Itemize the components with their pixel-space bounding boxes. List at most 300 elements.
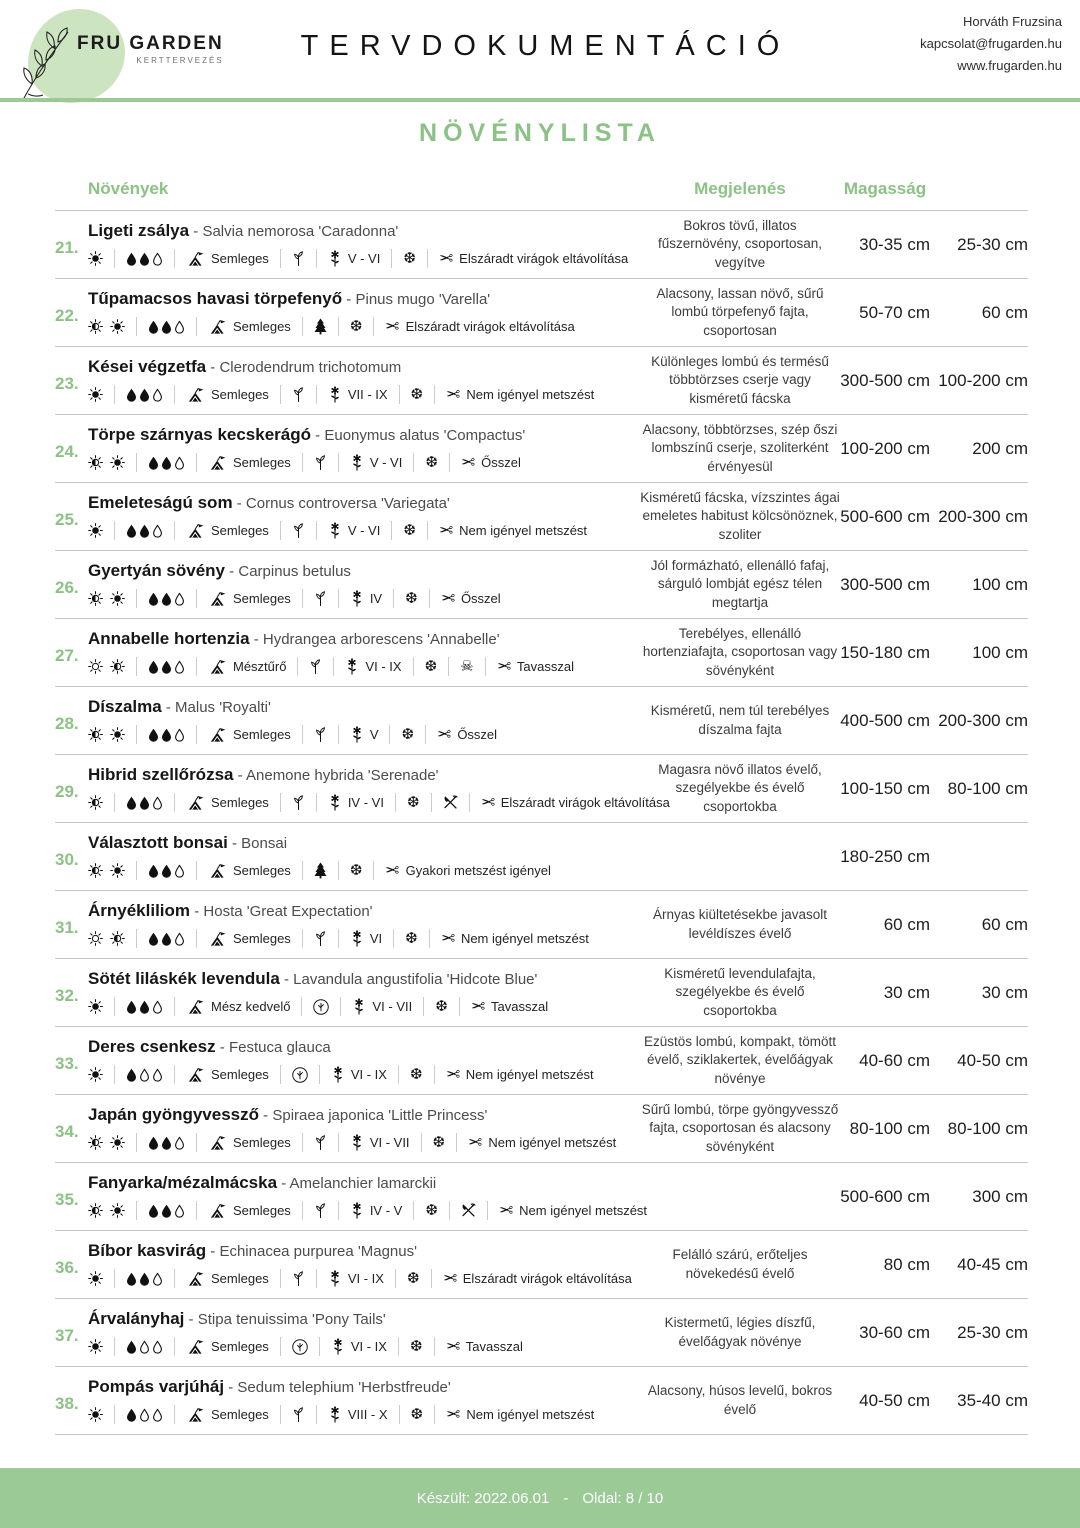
soil-label: Semleges [211, 1067, 269, 1082]
latin-name: Festuca glauca [228, 1039, 331, 1056]
scissors-icon: ✂ [385, 861, 400, 880]
row-number: 31. [55, 917, 79, 937]
latin-name: Sedum telephium 'Herbstfreude' [237, 1379, 451, 1396]
name-separator: - [249, 631, 263, 648]
water-requirement [148, 592, 185, 606]
soil-requirement [186, 999, 290, 1015]
footer-created: Készült: 2022.06.01 [416, 1489, 550, 1507]
latin-name: Amelanchier lamarckii [289, 1175, 437, 1192]
separator [114, 1337, 115, 1356]
water-drop-outline-icon [174, 864, 185, 878]
soil-mountain-icon [208, 659, 227, 675]
scissors-icon: ✂ [470, 997, 486, 1016]
column-header-height: Magasság [843, 179, 927, 198]
plant-cell [88, 415, 640, 482]
water-drop-filled-icon [148, 728, 159, 742]
scissors-icon: ✂ [498, 1201, 514, 1220]
icon-strip [88, 1268, 634, 1289]
separator [316, 385, 317, 404]
water-drop-filled-icon [139, 1272, 150, 1286]
soil-mountain-icon [186, 523, 205, 539]
row-number: 37. [55, 1325, 79, 1345]
separator [413, 1201, 414, 1220]
light-requirement [88, 1067, 103, 1082]
logo-wordmark: FRU GARDEN [77, 33, 224, 54]
table-row [55, 278, 1028, 346]
plant-name: Díszalma [88, 697, 162, 716]
separator [431, 1269, 432, 1288]
snowflake-icon: ❆ [409, 1066, 423, 1083]
table-row [55, 1162, 1028, 1230]
bloom-months: VI - IX [350, 1339, 387, 1354]
seedling-icon [309, 658, 322, 675]
sun-full-icon [110, 591, 125, 606]
separator [196, 929, 197, 948]
separator [302, 929, 303, 948]
bloom-period [328, 250, 381, 268]
latin-name: Cornus controversa 'Variegata' [245, 495, 450, 512]
bloom-months: IV - VI [347, 795, 384, 810]
sun-full-icon [88, 1339, 103, 1354]
height-secondary: 35-40 cm [957, 1390, 1028, 1410]
appearance-description: Kisméretű, nem túl terebélyes díszalma fajta [650, 703, 830, 737]
icon-strip [88, 1336, 634, 1357]
latin-name: Euonymus alatus 'Compactus' [324, 427, 526, 444]
plant-cell [88, 1095, 640, 1162]
sun-half-icon [88, 319, 103, 334]
table-row [55, 1230, 1028, 1298]
water-drop-filled-icon [126, 1408, 137, 1422]
scissors-icon: ✂ [438, 521, 454, 540]
plant-name-line [88, 1308, 634, 1330]
name-separator: - [233, 767, 246, 784]
separator [429, 929, 430, 948]
seedling-icon [292, 794, 305, 811]
height-primary: 80-100 cm [849, 1118, 930, 1138]
soil-requirement [208, 1203, 291, 1219]
separator [136, 317, 137, 336]
pruning-info [385, 862, 550, 879]
water-drop-filled-icon [148, 864, 159, 878]
contact-website: www.frugarden.hu [957, 58, 1062, 73]
separator [114, 1065, 115, 1084]
footer-bar [0, 1468, 1080, 1528]
flower-icon [328, 794, 342, 812]
water-requirement [126, 388, 163, 402]
sun-outline-icon [88, 659, 103, 674]
separator [449, 1201, 450, 1220]
sun-half-icon [88, 1203, 103, 1218]
plant-name-line [88, 1172, 634, 1194]
row-number: 28. [55, 713, 79, 733]
separator [449, 453, 450, 472]
separator [280, 1405, 281, 1424]
separator [196, 317, 197, 336]
pruning-label: Elszáradt virágok eltávolítása [500, 795, 670, 810]
separator [459, 997, 460, 1016]
contact-block [920, 11, 1062, 77]
height-secondary: 100-200 cm [938, 370, 1028, 390]
name-separator: - [279, 971, 294, 988]
plant-name: Tűpamacsos havasi törpefenyő [88, 289, 343, 308]
light-requirement [88, 1271, 103, 1286]
soil-requirement [186, 387, 269, 403]
separator [398, 1337, 399, 1356]
tree-icon [292, 1067, 308, 1083]
separator [114, 997, 115, 1016]
separator [196, 1133, 197, 1152]
plant-name-line [88, 1376, 634, 1398]
water-drop-filled-icon [161, 1204, 172, 1218]
icon-strip [88, 860, 634, 881]
water-drop-outline-icon [152, 1340, 163, 1354]
plant-cell [88, 347, 640, 414]
appearance-description: Felálló szárú, erőteljes növekedésű évelő [672, 1247, 808, 1281]
separator [338, 453, 339, 472]
separator [373, 861, 374, 880]
height-primary: 30 cm [883, 982, 930, 1002]
height-secondary: 300 cm [972, 1186, 1028, 1206]
light-requirement [88, 795, 103, 810]
separator [338, 1201, 339, 1220]
water-drop-filled-icon [148, 932, 159, 946]
height-primary: 30-60 cm [859, 1322, 930, 1342]
bloom-months: VI - VII [372, 999, 413, 1014]
separator [338, 589, 339, 608]
snowflake-icon: ❆ [349, 862, 363, 879]
water-drop-outline-icon [174, 660, 185, 674]
latin-name: Anemone hybrida 'Serenade' [246, 767, 439, 784]
height-primary: 60 cm [883, 914, 930, 934]
pruning-info [446, 386, 594, 403]
appearance-description: Árnyas kiültetésekbe javasolt levéldíszes évelő [652, 907, 828, 941]
separator [333, 657, 334, 676]
water-drop-filled-icon [126, 1068, 137, 1082]
separator [431, 793, 432, 812]
separator [174, 1337, 175, 1356]
name-separator: - [184, 1311, 198, 1328]
water-drop-outline-icon [152, 524, 163, 538]
icon-strip [88, 1064, 634, 1085]
water-drop-filled-icon [126, 524, 137, 538]
height-primary: 80 cm [883, 1254, 930, 1274]
sun-full-icon [110, 863, 125, 878]
water-requirement [148, 1136, 185, 1150]
separator [302, 1133, 303, 1152]
water-drop-filled-icon [148, 660, 159, 674]
water-drop-outline-icon [174, 320, 185, 334]
pruning-label: Nem igényel metszést [465, 1067, 594, 1082]
separator [434, 1337, 435, 1356]
sun-full-icon [88, 523, 103, 538]
page-title: NÖVÉNYLISTA [419, 119, 661, 147]
name-separator: - [224, 1379, 238, 1396]
plant-name: Hibrid szellőrózsa [88, 765, 234, 784]
icon-strip [88, 248, 634, 269]
appearance-description: Alacsony, lassan növő, sűrű lombú törpefenyő fajta, csoportosan [656, 286, 824, 338]
soil-mountain-icon [208, 931, 227, 947]
pruning-label: Ősszel [460, 591, 501, 606]
soil-requirement [186, 523, 269, 539]
water-drop-filled-icon [126, 1272, 137, 1286]
separator [302, 861, 303, 880]
soil-label: Mésztűrő [233, 659, 287, 674]
separator [196, 1201, 197, 1220]
bloom-period [328, 1270, 384, 1288]
height-primary: 500-600 cm [840, 506, 930, 526]
separator [393, 589, 394, 608]
separator [136, 589, 137, 608]
light-requirement [88, 591, 125, 606]
height-secondary: 60 cm [981, 914, 1028, 934]
water-requirement [126, 524, 163, 538]
water-drop-outline-icon [152, 796, 163, 810]
plant-cell [88, 1299, 640, 1366]
soil-requirement [186, 795, 269, 811]
pruning-info [439, 250, 628, 267]
flower-icon [352, 998, 366, 1016]
separator [196, 453, 197, 472]
pruning-info [471, 998, 548, 1015]
sun-full-icon [88, 1067, 103, 1082]
plant-cell [88, 551, 640, 618]
separator [316, 1269, 317, 1288]
pruning-info [446, 1338, 523, 1355]
header-divider [0, 98, 1080, 102]
table-row [55, 958, 1028, 1026]
separator [196, 589, 197, 608]
light-requirement [88, 1135, 125, 1150]
height-secondary: 30 cm [981, 982, 1028, 1002]
bloom-period [350, 726, 379, 744]
snowflake-icon: ❆ [409, 1338, 423, 1355]
seedling-icon [292, 522, 305, 539]
contact-name: Horváth Fruzsina [963, 14, 1062, 29]
bloom-period [328, 386, 388, 404]
appearance-description: Különleges lombú és termésű többtörzses cserje vagy kisméretű fácska [651, 354, 829, 406]
icon-strip [88, 384, 634, 405]
bloom-period [350, 1134, 410, 1152]
tree-icon [292, 1339, 308, 1355]
soil-requirement [208, 863, 291, 879]
water-requirement [148, 932, 185, 946]
plant-name: Árnyékliliom [88, 901, 191, 920]
row-number: 27. [55, 645, 79, 665]
appearance-description: Jól formázható, ellenálló fafaj, sárguló lombját egész télen megtartja [650, 558, 830, 610]
bloom-months: VI [369, 931, 383, 946]
separator [114, 521, 115, 540]
bloom-months: V [369, 727, 379, 742]
plant-name-line [88, 628, 634, 650]
plant-name-line [88, 832, 634, 854]
contact-email: kapcsolat@frugarden.hu [920, 36, 1062, 51]
soil-requirement [208, 591, 291, 607]
soil-requirement [186, 1271, 269, 1287]
soil-label: Semleges [233, 863, 291, 878]
sun-half-icon [88, 1135, 103, 1150]
seedling-icon [314, 590, 327, 607]
plant-name-line [88, 900, 634, 922]
plant-name-line [88, 288, 634, 310]
soil-mountain-icon [186, 1271, 205, 1287]
bloom-months: IV [369, 591, 383, 606]
pruning-label: Elszáradt virágok eltávolítása [462, 1271, 632, 1286]
water-drop-outline-icon [139, 1068, 150, 1082]
separator [174, 1269, 175, 1288]
light-requirement [88, 863, 125, 878]
soil-mountain-icon [186, 1407, 205, 1423]
separator [302, 1201, 303, 1220]
water-drop-filled-icon [139, 388, 150, 402]
bloom-period [350, 1202, 403, 1220]
water-drop-filled-icon [148, 320, 159, 334]
sun-half-icon [110, 931, 125, 946]
soil-label: Semleges [233, 1135, 291, 1150]
light-requirement [88, 999, 103, 1014]
soil-requirement [208, 455, 291, 471]
snowflake-icon: ❆ [405, 590, 418, 607]
separator [319, 1065, 320, 1084]
latin-name: Salvia nemorosa 'Caradonna' [202, 223, 399, 240]
bloom-months: V - VI [347, 251, 381, 266]
height-secondary: 80-100 cm [947, 778, 1028, 798]
light-requirement [88, 523, 103, 538]
snowflake-icon: ❆ [425, 454, 438, 471]
soil-mountain-icon [208, 319, 227, 335]
water-drop-filled-icon [126, 796, 137, 810]
scissors-icon: ✂ [445, 1337, 460, 1356]
seedling-icon [314, 930, 327, 947]
soil-mountain-icon [186, 387, 205, 403]
sun-full-icon [88, 1271, 103, 1286]
icon-strip [88, 724, 634, 745]
separator [338, 1133, 339, 1152]
snowflake-icon: ❆ [424, 658, 438, 675]
height-secondary: 200-300 cm [938, 506, 1028, 526]
appearance-description: Sűrű lombú, törpe gyöngyvessző fajta, csoportosan és alacsony sövényként [641, 1102, 839, 1154]
snowflake-icon: ❆ [403, 250, 416, 267]
bloom-months: VI - VII [369, 1135, 410, 1150]
row-number: 34. [55, 1121, 79, 1141]
table-row [55, 1026, 1028, 1094]
scissors-icon: ✂ [496, 657, 511, 676]
plant-name: Fanyarka/mézalmácska [88, 1173, 278, 1192]
soil-requirement [186, 1339, 269, 1355]
light-requirement [88, 931, 125, 946]
height-primary: 300-500 cm [840, 370, 930, 390]
flower-icon [350, 726, 364, 744]
height-primary: 100-150 cm [840, 778, 930, 798]
water-drop-outline-icon [139, 1340, 150, 1354]
separator [413, 453, 414, 472]
pruning-label: Tavasszal [516, 659, 574, 674]
bloom-period [331, 1338, 387, 1356]
name-separator: - [206, 359, 220, 376]
conifer-icon [314, 318, 327, 335]
soil-requirement [186, 1067, 269, 1083]
separator [338, 725, 339, 744]
row-number: 38. [55, 1393, 79, 1413]
row-number: 23. [55, 373, 79, 393]
row-number: 26. [55, 577, 79, 597]
soil-label: Semleges [233, 591, 291, 606]
separator [434, 1405, 435, 1424]
water-drop-outline-icon [174, 1204, 185, 1218]
seedling-icon [292, 1270, 305, 1287]
plant-name: Annabelle hortenzia [88, 629, 250, 648]
pruning-label: Ősszel [457, 727, 498, 742]
plant-name: Bíbor kasvirág [88, 1241, 207, 1260]
water-drop-filled-icon [126, 388, 137, 402]
table-row [55, 414, 1028, 482]
separator [302, 589, 303, 608]
soil-mountain-icon [186, 999, 205, 1015]
snowflake-icon: ❆ [425, 1202, 438, 1219]
water-drop-filled-icon [139, 1000, 150, 1014]
soil-label: Semleges [211, 251, 269, 266]
height-primary: 40-50 cm [859, 1390, 930, 1410]
height-secondary: 100 cm [972, 574, 1028, 594]
height-secondary: 25-30 cm [957, 234, 1028, 254]
soil-label: Semleges [233, 1203, 291, 1218]
table-row [55, 822, 1028, 890]
scissors-icon: ✂ [446, 385, 461, 404]
flower-icon [328, 250, 342, 268]
sun-outline-icon [88, 931, 103, 946]
sun-full-icon [88, 1407, 103, 1422]
pruning-label: Nem igényel metszést [459, 523, 588, 538]
flower-icon [328, 386, 342, 404]
bloom-period [352, 998, 412, 1016]
plant-cell [88, 823, 640, 890]
separator [196, 861, 197, 880]
latin-name: Hydrangea arborescens 'Annabelle' [262, 631, 500, 648]
bloom-period [331, 1066, 387, 1084]
height-secondary: 200 cm [972, 438, 1028, 458]
separator [280, 385, 281, 404]
sun-half-icon [88, 795, 103, 810]
appearance-description: Terebélyes, ellenálló hortenziafajta, csoportosan vagy sövényként [642, 626, 838, 678]
row-number: 29. [55, 781, 79, 801]
light-requirement [88, 727, 125, 742]
soil-requirement [208, 319, 291, 335]
sun-full-icon [110, 1135, 125, 1150]
separator [434, 385, 435, 404]
skull-icon: ☠ [460, 658, 474, 675]
water-drop-filled-icon [139, 796, 150, 810]
table-row [55, 550, 1028, 618]
seedling-icon [292, 386, 305, 403]
separator [136, 453, 137, 472]
table-row [55, 618, 1028, 686]
separator [487, 1201, 488, 1220]
plant-name-line [88, 696, 634, 718]
pruning-info [441, 590, 501, 607]
pruning-info [439, 522, 587, 539]
sun-full-icon [88, 251, 103, 266]
name-separator: - [259, 1107, 273, 1124]
plant-name: Választott bonsai [88, 833, 228, 852]
flower-icon [350, 590, 364, 608]
plant-cell [88, 1163, 648, 1230]
separator [338, 861, 339, 880]
soil-mountain-icon [186, 1067, 205, 1083]
height-primary: 100-200 cm [840, 438, 930, 458]
height-secondary: 80-100 cm [947, 1118, 1028, 1138]
height-primary: 400-500 cm [840, 710, 930, 730]
bloom-period [350, 590, 382, 608]
soil-requirement [208, 727, 291, 743]
